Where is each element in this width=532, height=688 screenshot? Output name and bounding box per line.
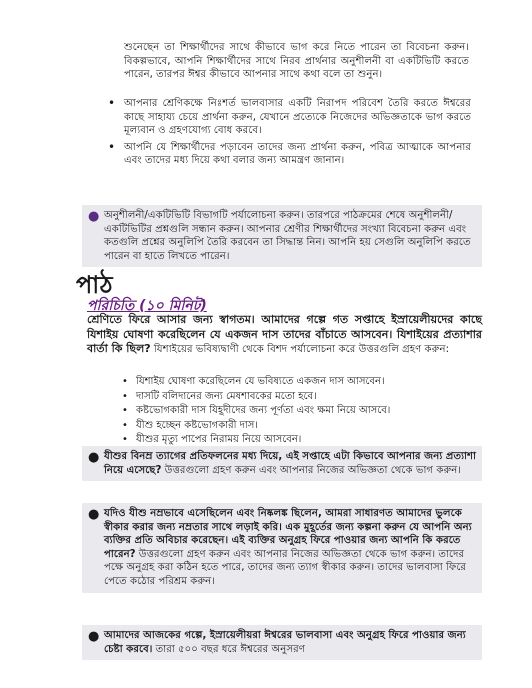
preparation-list [106,97,471,171]
review-callout: ● অনুশীলনী/একটিভিটি বিভাগটি পর্যালোচনা করুন। তারপরে পাঠক্রমের শেষে অনুশীলনী/একটিভিটির প্রশ্নগুলি সন্ধান করুন। আপনার শ্রেণীর শিক্ষার্থীদের সংখ্যা বিবেচনা করুন এবং কতগুলি প্রশ্নের অনুলিপি তৈরি করবেন তা সিদ্ধান্ত নিন। আপনি হয় সেগুলি অনুলিপি করতে পারেন বা হাতে লিখতে পারেন। [82,205,482,267]
bullet-icon: ● [88,209,100,224]
bullet-icon: • [122,405,128,416]
bullet-icon: ● [88,629,100,644]
bullet-icon: ● [88,507,100,522]
list-item: • যীশু হচ্ছেন কষ্টভোগকারী দাস। [122,419,258,431]
story-callout: ● আমাদের আজকের গল্পে, ইস্রায়েলীয়রা ঈশ্বরের ভালবাসা এবং অনুগ্রহ ফিরে পাওয়ার জন্য চেষ্টা করবে। তারা ৫০০ বছর ধরে ঈশ্বরের অনুসরণ [82,625,482,660]
list-item: • কষ্টভোগকারী দাস যিহূদীদের জন্য পূর্ণতা এবং ক্ষমা নিয়ে আসবে। [122,405,391,416]
bullet-icon: • [122,376,128,387]
list-item: • আপনি যে শিক্ষার্থীদের পড়াবেন তাদের জন্য প্রার্থনা করুন, পবিত্র আত্মাকে আপনার এবং তাদের মধ্য দিয়ে কথা বলার জন্য আমন্ত্রণ জানান। [108,139,471,167]
bullet-icon: • [108,139,116,154]
list-item: • দাসটি বলিদানের জন্য মেষশাবকের মতো হবে। [122,390,317,402]
bullet-icon: ● [88,450,100,465]
humility-callout: ● যদিও যীশু নম্রভাবে এসেছিলেন এবং নিষ্কলঙ্ক ছিলেন, আমরা সাধারণত আমাদের ভুলকে স্বীকার করার জন্য নম্রতার সাথে লড়াই করি। এক মুহূর্তের জন্য কল্পনা করুন যে আপনি অন্য ব্যক্তির প্রতি অবিচার করেছেন। এই ব্যক্তির অনুগ্রহ ফিরে পাওয়ার জন্য আপনি কি করতে পারেন? উত্তরগুলো গ্রহণ করুন এবং আপনার নিজের অভিজ্ঞতা থেকে ভাগ করুন। তাদের পক্ষে অনুগ্রহ করা কঠিন হতে পারে, তাদের জন্য ত্যাগ স্বীকার করুন। তাদের ভালবাসা ফিরে পেতে কঠোর পরিশ্রম করুন। [82,503,482,593]
bullet-icon: • [122,419,128,431]
list-item: • আপনার শ্রেণিকক্ষে নিঃশর্ত ভালবাসার একটি নিরাপদ পরিবেশ তৈরি করতে ঈশ্বরের কাছে সাহায্য চেয়ে প্রার্থনা করুন, যেখানে প্রত্যেকে নিজেদের অভিজ্ঞতাকে ভাগ করতে মূল্যবান ও গ্রহণযোগ্য বোধ করবে। [108,96,471,137]
prophecy-list [122,375,452,448]
bullet-icon: • [122,434,128,445]
sacrifice-callout: ● যীশুর বিনম্র ত্যাগের প্রতিফলনের মধ্য দিয়ে, এই সপ্তাহে এটা কিভাবে আপনার জন্য প্রত্যাশা নিয়ে এসেছে? উত্তরগুলো গ্রহণ করুন এবং আপনার নিজের অভিজ্ঞতা থেকে ভাগ করুন। [82,446,482,481]
section-subheading: পরিচিতি (১০ মিনিট) [87,298,207,314]
intro-paragraph: শ্রেণিতে ফিরে আসার জন্য স্বাগতম। আমাদের গল্পে গত সপ্তাহে ইস্রায়েলীয়দের কাছে যিশাইয় ঘোষণা করেছিলেন যে একজন দাস তাদের বাঁচাতে আসবেন। যিশাইয়ের প্রত্যাশার বার্তা কি ছিল? যিশাইয়ের ভবিষ্যদ্বাণী থেকে বিশদ পর্যালোচনা করে উত্তরগুলি গ্রহণ করুন: [87,313,482,356]
list-item: • যিশাইয় ঘোষণা করেছিলেন যে ভবিষ্যতে একজন দাস আসবেন। [122,376,385,387]
continued-paragraph: শুনেছেন তা শিক্ষার্থীদের সাথে কীভাবে ভাগ করে নিতে পারেন তা বিবেচনা করুন। বিকল্পভাবে, আপনি শিক্ষার্থীদের সাথে নিরব প্রার্থনার অনুশীলনী বা একটিভিটি করতে পারেন, তারপর ঈশ্বর কীভাবে আপনার সাথে কথা বলে তা শুনুন। [124,42,469,81]
section-heading: পাঠ [76,271,114,299]
bullet-icon: • [108,96,116,110]
list-item: • যীশুর মৃত্যু পাপের নিরাময় নিয়ে আসবেন। [122,434,302,445]
bullet-icon: • [122,390,128,402]
